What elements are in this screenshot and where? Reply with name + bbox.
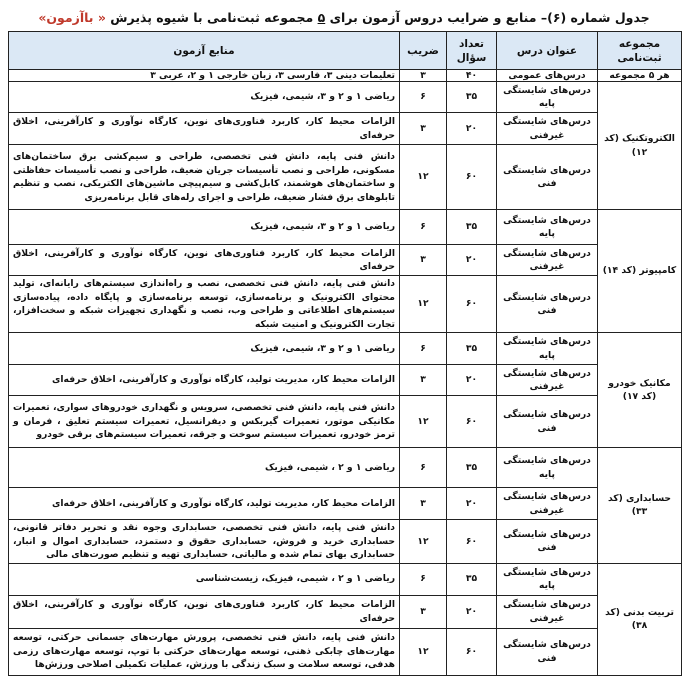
coefficient: ۱۲	[400, 520, 447, 564]
coefficient: ۶	[400, 333, 447, 365]
coefficient: ۶	[400, 448, 447, 488]
question-count: ۶۰	[447, 520, 497, 564]
coefficient: ۶	[400, 563, 447, 595]
table-row	[9, 210, 682, 245]
general-course: درس‌های عمومی	[497, 70, 598, 82]
question-count: ۳۵	[447, 563, 497, 595]
exam-sources: الزامات محیط کار، کاربرد فناوری‌های نوین، کارگاه نوآوری و کارآفرینی، اخلاق حرفه‌ای	[9, 113, 400, 145]
exam-sources-table	[8, 31, 682, 676]
question-count: ۶۰	[447, 276, 497, 333]
exam-sources: دانش فنی پایه، دانش فنی تخصصی، پرورش مهارت‌های جسمانی حرکتی، توسعه مهارت‌های چابکی ذهنی، توسعه مهارت‌های حرکتی با توپ، توسعه مهارت‌های رزمی هدفی، توسعه سلامت و سبک زندگی با ورزش، عملیات تکمیلی اصلاحی ورزش‌ها	[9, 628, 400, 675]
exam-sources: ریاضی ۱ و ۲ و ۳، شیمی، فیزیک	[9, 210, 400, 245]
question-count: ۶۰	[447, 396, 497, 448]
table-row	[9, 365, 682, 396]
course-title: درس‌های شایستگی پایه	[497, 333, 598, 365]
course-title: درس‌های شایستگی غیرفنی	[497, 245, 598, 276]
group-name: الکتروتکنیک (کد ۱۲)	[598, 82, 682, 210]
exam-sources: ریاضی ۱ و ۲ و ۳، شیمی، فیزیک	[9, 333, 400, 365]
coefficient: ۱۲	[400, 276, 447, 333]
question-count: ۳۵	[447, 82, 497, 113]
question-count: ۳۵	[447, 210, 497, 245]
header-row	[9, 32, 682, 70]
question-count: ۳۵	[447, 448, 497, 488]
coefficient: ۱۲	[400, 145, 447, 210]
question-count: ۲۰	[447, 488, 497, 520]
table-row	[9, 276, 682, 333]
exam-sources: ریاضی ۱ و ۲ ، شیمی، فیزیک	[9, 448, 400, 488]
title-main: جدول شماره (۶)– منابع و ضرایب دروس آزمون برای	[325, 10, 650, 25]
table-row	[9, 488, 682, 520]
coefficient: ۱۲	[400, 628, 447, 675]
coefficient: ۳	[400, 365, 447, 396]
table-row	[9, 563, 682, 595]
course-title: درس‌های شایستگی فنی	[497, 396, 598, 448]
coefficient: ۳	[400, 113, 447, 145]
general-coef: ۳	[400, 70, 447, 82]
table-row	[9, 448, 682, 488]
exam-sources: دانش فنی پایه، دانش فنی تخصصی، حسابداری وجوه نقد و تحریر دفاتر قانونی، حسابداری خرید و فروش، حسابداری حقوق و دستمزد، حسابداری اموال و انبار، حسابداری بهای تمام شده و مالیاتی، حسابداری تهیه و تنظیم صورت‌های مالی	[9, 520, 400, 564]
title-count: ۵	[317, 10, 326, 25]
coefficient: ۱۲	[400, 396, 447, 448]
table-row	[9, 595, 682, 628]
question-count: ۲۰	[447, 113, 497, 145]
course-title: درس‌های شایستگی پایه	[497, 448, 598, 488]
course-title: درس‌های شایستگی غیرفنی	[497, 488, 598, 520]
exam-sources: ریاضی ۱ و ۲ و ۳، شیمی، فیزیک	[9, 82, 400, 113]
header-coef: ضریب	[400, 32, 447, 70]
group-name: کامپیوتر (کد ۱۴)	[598, 210, 682, 333]
question-count: ۶۰	[447, 628, 497, 675]
general-sources: تعلیمات دینی ۳، فارسی ۳، زبان خارجی ۱ و ۲، عربی ۳	[9, 70, 400, 82]
exam-sources: الزامات محیط کار، کاربرد فناوری‌های نوین، کارگاه نوآوری و کارآفرینی، اخلاق حرفه‌ای	[9, 245, 400, 276]
table-row	[9, 396, 682, 448]
title-rest: مجموعه ثبت‌نامی با شیوه پذیرش	[105, 10, 318, 25]
table-title	[0, 9, 688, 27]
table-row	[9, 113, 682, 145]
question-count: ۲۰	[447, 595, 497, 628]
question-count: ۲۰	[447, 245, 497, 276]
general-count: ۴۰	[447, 70, 497, 82]
exam-sources: ریاضی ۱ و ۲ ، شیمی، فیزیک، زیست‌شناسی	[9, 563, 400, 595]
exam-sources: الزامات محیط کار، کاربرد فناوری‌های نوین، کارگاه نوآوری و کارآفرینی، اخلاق حرفه‌ای	[9, 595, 400, 628]
table-row	[9, 82, 682, 113]
course-title: درس‌های شایستگی فنی	[497, 145, 598, 210]
header-sources: منابع آزمون	[9, 32, 400, 70]
exam-sources: دانش فنی پایه، دانش فنی تخصصی، طراحی و سیم‌کشی برق ساختمان‌های مسکونی، طراحی و نصب تأسیسات جریان ضعیف، طراحی و نصب تأسیسات حفاظتی و ساختمان‌های هوشمند، کابل‌کشی و سیم‌پیچی ماشین‌های الکتریکی، نصب و تنظیم تابلوهای برق فشار ضعیف، طراحی و اجرای رله‌های قابل برنامه‌ریزی	[9, 145, 400, 210]
coefficient: ۳	[400, 595, 447, 628]
exam-sources: الزامات محیط کار، مدیریت تولید، کارگاه نوآوری و کارآفرینی، اخلاق حرفه‌ای	[9, 365, 400, 396]
coefficient: ۶	[400, 82, 447, 113]
coefficient: ۳	[400, 245, 447, 276]
general-group: هر ۵ مجموعه	[598, 70, 682, 82]
question-count: ۶۰	[447, 145, 497, 210]
header-course: عنوان درس	[497, 32, 598, 70]
course-title: درس‌های شایستگی پایه	[497, 563, 598, 595]
exam-sources: دانش فنی پایه، دانش فنی تخصصی، سرویس و نگهداری خودروهای سواری، تعمیرات مکانیکی موتور، تعمیرات گیربکس و دیفرانسیل، تعمیرات سیستم تعلیق ، فرمان و ترمز خودرو، تعمیرات سیستم سوخت و جرقه، تعمیرات سیستم‌های برقی خودرو	[9, 396, 400, 448]
course-title: درس‌های شایستگی غیرفنی	[497, 365, 598, 396]
course-title: درس‌های شایستگی پایه	[497, 82, 598, 113]
course-title: درس‌های شایستگی غیرفنی	[497, 113, 598, 145]
course-title: درس‌های شایستگی فنی	[497, 276, 598, 333]
group-name: حسابداری (کد ۳۳)	[598, 448, 682, 564]
course-title: درس‌های شایستگی فنی	[497, 628, 598, 675]
general-row	[9, 70, 682, 82]
course-title: درس‌های شایستگی فنی	[497, 520, 598, 564]
table-row	[9, 333, 682, 365]
header-count: تعداد سؤال	[447, 32, 497, 70]
table-row	[9, 520, 682, 564]
exam-sources: الزامات محیط کار، مدیریت تولید، کارگاه نوآوری و کارآفرینی، اخلاق حرفه‌ای	[9, 488, 400, 520]
table-row	[9, 628, 682, 675]
question-count: ۲۰	[447, 365, 497, 396]
group-name: مکانیک خودرو (کد ۱۷)	[598, 333, 682, 448]
title-accent: « باآزمون»	[38, 10, 106, 25]
table-row	[9, 145, 682, 210]
group-name: تربیت بدنی (کد ۳۸)	[598, 563, 682, 675]
table-row	[9, 245, 682, 276]
course-title: درس‌های شایستگی پایه	[497, 210, 598, 245]
exam-sources: دانش فنی پایه، دانش فنی تخصصی، نصب و راه‌اندازی سیستم‌های رایانه‌ای، تولید محتوای الکترونیک و برنامه‌سازی، توسعه برنامه‌سازی و پایگاه داده، پیاده‌سازی سیستم‌های اطلاعاتی و طراحی وب، نصب و نگهداری تجهیزات شبکه و سخت‌افزار، تجارت الکترونیک و امنیت شبکه	[9, 276, 400, 333]
question-count: ۳۵	[447, 333, 497, 365]
coefficient: ۶	[400, 210, 447, 245]
coefficient: ۳	[400, 488, 447, 520]
header-group: مجموعه ثبت‌نامی	[598, 32, 682, 70]
course-title: درس‌های شایستگی غیرفنی	[497, 595, 598, 628]
